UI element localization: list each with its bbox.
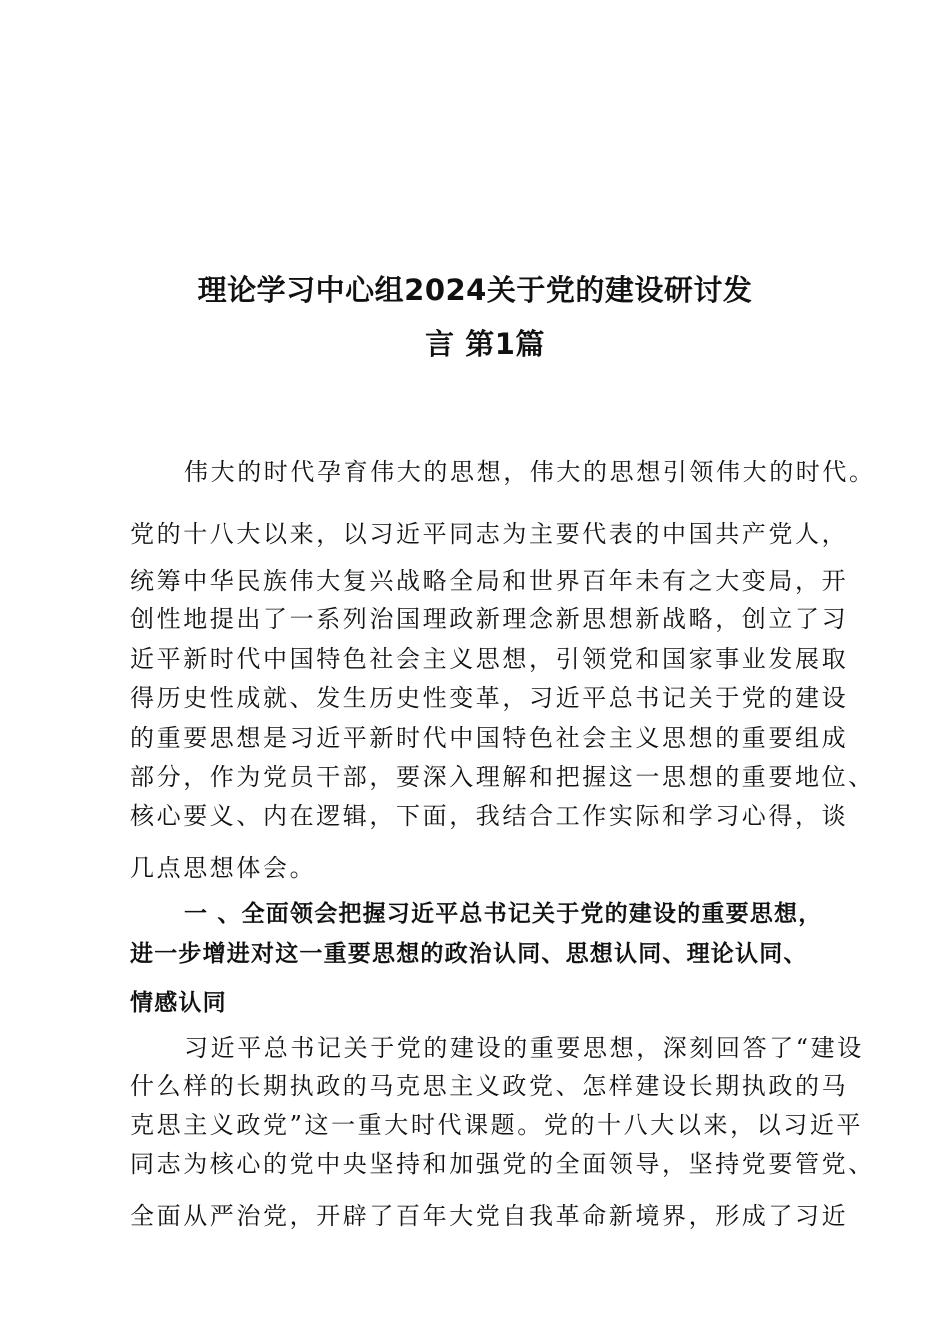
paragraph-line: 创性地提出了一系列治国理政新理念新思想新战略，创立了习 <box>130 605 849 633</box>
paragraph-line: 得历史性成就、发生历史性变革，习近平总书记关于党的建设 <box>130 684 849 712</box>
paragraph-line: 部分，作为党员干部，要深入理解和把握这一思想的重要地位、 <box>130 763 875 791</box>
paragraph-line: 习近平总书记关于党的建设的重要思想，深刻回答了“建设 <box>184 1034 864 1062</box>
paragraph-line: 伟大的时代孕育伟大的思想，伟大的思想引领伟大的时代。 <box>184 458 876 486</box>
section-heading-line: 情感认同 <box>130 990 227 1016</box>
paragraph-line: 全面从严治党，开辟了百年大党自我革命新境界，形成了习近 <box>130 1202 849 1230</box>
paragraph-line: 同志为核心的党中央坚持和加强党的全面领导，坚持党要管党、 <box>130 1150 875 1178</box>
paragraph-line: 克思主义政党”这一重大时代课题。党的十八大以来，以习近平 <box>130 1111 864 1139</box>
paragraph-line: 的重要思想是习近平新时代中国特色社会主义思想的重要组成 <box>130 724 849 752</box>
paragraph-line: 统筹中华民族伟大复兴战略全局和世界百年未有之大变局，开 <box>130 567 849 595</box>
section-heading-line: 一 、全面领会把握习近平总书记关于党的建设的重要思想， <box>184 901 823 927</box>
paragraph-line: 什么样的长期执政的马克思主义政党、怎样建设长期执政的马 <box>130 1072 849 1100</box>
document-title-line-1: 理论学习中心组2024关于党的建设研讨发 <box>197 273 753 307</box>
document-title-line-2: 言 第1篇 <box>425 327 545 361</box>
section-heading-line: 进一步增进对这一重要思想的政治认同、思想认同、理论认同、 <box>130 941 808 967</box>
paragraph-line: 党的十八大以来，以习近平同志为主要代表的中国共产党人， <box>130 520 849 548</box>
paragraph-line: 近平新时代中国特色社会主义思想，引领党和国家事业发展取 <box>130 645 849 673</box>
paragraph-line: 核心要义、内在逻辑，下面，我结合工作实际和学习心得，谈 <box>130 802 849 830</box>
paragraph-line: 几点思想体会。 <box>130 854 317 882</box>
